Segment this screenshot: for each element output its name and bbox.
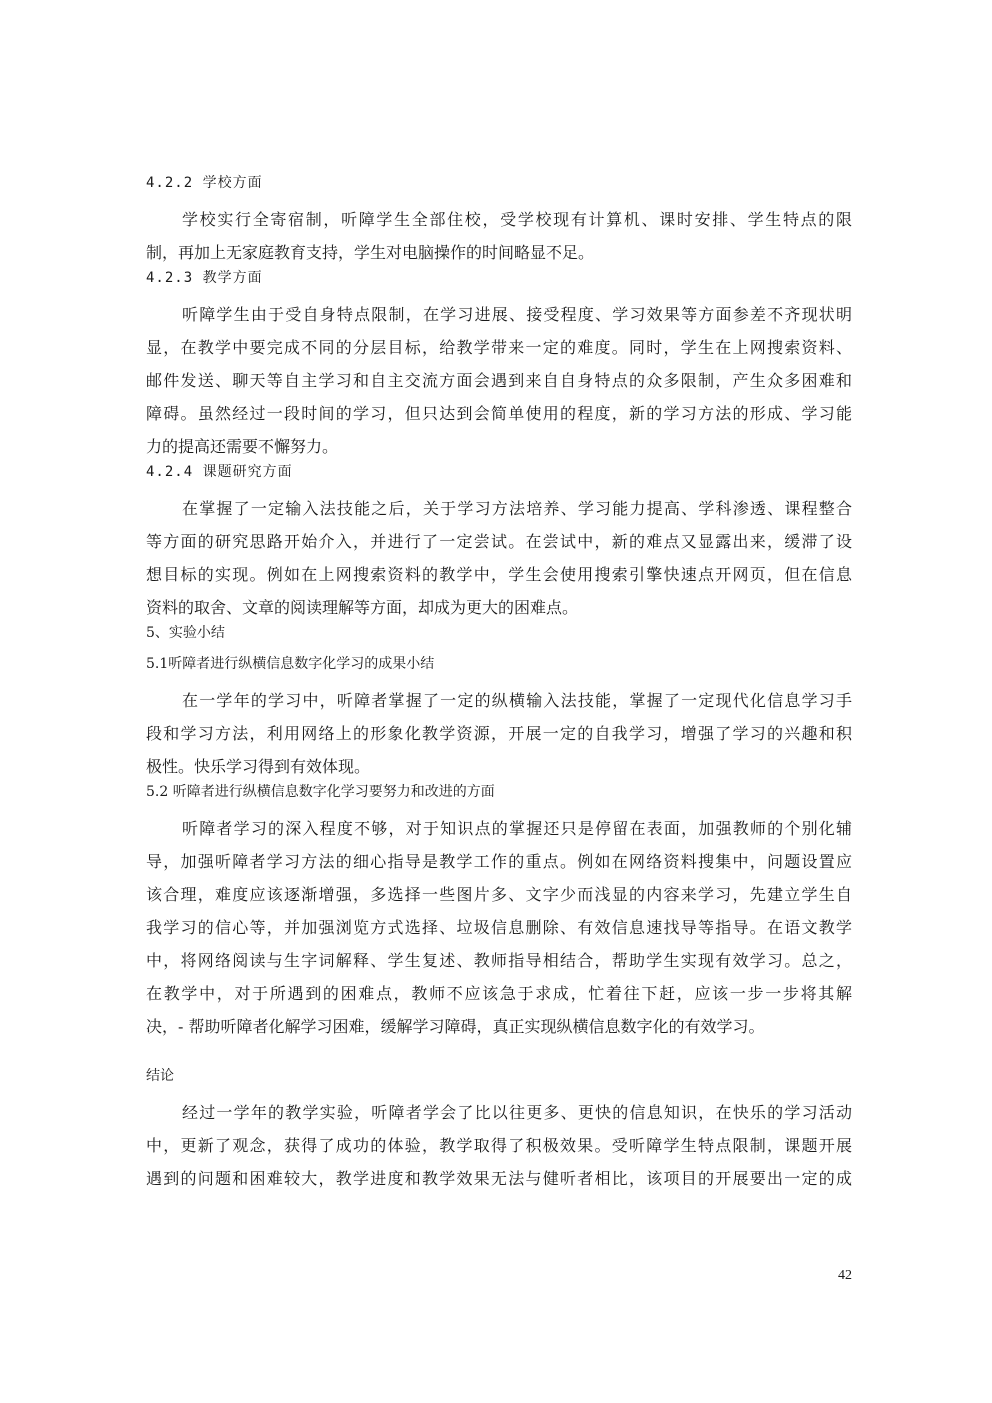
text-line: 邮件发送、聊天等自主学习和自主交流方面会遇到来自自身特点的众多限制，产生众多困难和 — [146, 371, 852, 390]
text-line: 段和学习方法，利用网络上的形象化教学资源，开展一定的自我学习，增强了学习的兴趣和积 — [146, 724, 852, 743]
paragraph-school — [146, 203, 852, 269]
text-line: 在掌握了一定输入法技能之后，关于学习方法培养、学习能力提高、学科渗透、课程整合 — [182, 499, 852, 518]
section-heading-conclusion: 结论 — [146, 1068, 174, 1084]
paragraph-research — [146, 492, 852, 624]
paragraph-conclusion — [146, 1096, 852, 1195]
section-heading-5-1: 5.1听障者进行纵横信息数字化学习的成果小结 — [146, 656, 435, 672]
text-line: 导，加强听障者学习方法的细心指导是教学工作的重点。例如在网络资料搜集中，问题设置应 — [146, 852, 852, 871]
text-line: 资料的取舍、文章的阅读理解等方面，却成为更大的困难点。 — [146, 598, 579, 617]
text-line: 制，再加上无家庭教育支持，学生对电脑操作的时间略显不足。 — [146, 243, 595, 262]
page-number: 42 — [838, 1268, 852, 1283]
text-line: 听障学生由于受自身特点限制，在学习进展、接受程度、学习效果等方面参差不齐现状明 — [182, 305, 852, 324]
paragraph-teaching — [146, 298, 852, 463]
text-line: 显，在教学中要完成不同的分层目标，给教学带来一定的难度。同时，学生在上网搜索资料、 — [146, 338, 852, 357]
text-line: 在教学中，对于所遇到的困难点，教师不应该急于求成，忙着往下赶，应该一步一步将其解 — [146, 984, 852, 1003]
text-line: 在一学年的学习中，听障者掌握了一定的纵横输入法技能，掌握了一定现代化信息学习手 — [182, 691, 852, 710]
section-heading-4-2-4: 4.2.4 课题研究方面 — [146, 464, 293, 480]
section-heading-5: 5、实验小结 — [146, 625, 225, 641]
document-body — [146, 172, 852, 1193]
text-line: 力的提高还需要不懈努力。 — [146, 437, 339, 456]
section-heading-5-2: 5.2 听障者进行纵横信息数字化学习要努力和改进的方面 — [146, 784, 495, 800]
text-line: 想目标的实现。例如在上网搜索资料的教学中，学生会使用搜索引擎快速点开网页，但在信息 — [146, 565, 852, 584]
text-line: 极性。快乐学习得到有效体现。 — [146, 757, 371, 776]
paragraph-improvements — [146, 812, 852, 1043]
section-heading-4-2-3: 4.2.3 教学方面 — [146, 270, 263, 286]
text-line: 中，将网络阅读与生字词解释、学生复述、教师指导相结合，帮助学生实现有效学习。总之， — [146, 951, 852, 970]
text-line: 中，更新了观念，获得了成功的体验，教学取得了积极效果。受听障学生特点限制，课题开展 — [146, 1136, 852, 1155]
text-line: 听障者学习的深入程度不够，对于知识点的掌握还只是停留在表面，加强教师的个别化辅 — [182, 819, 852, 838]
text-line: 该合理，难度应该逐渐增强，多选择一些图片多、文字少而浅显的内容来学习，先建立学生自 — [146, 885, 852, 904]
text-line: 我学习的信心等，并加强浏览方式选择、垃圾信息删除、有效信息速找导等指导。在语文教学 — [146, 918, 852, 937]
section-heading-4-2-2: 4.2.2 学校方面 — [146, 175, 263, 191]
text-line: 决，- 帮助听障者化解学习困难，缓解学习障碍，真正实现纵横信息数字化的有效学习。 — [146, 1017, 765, 1036]
text-line: 等方面的研究思路开始介入，并进行了一定尝试。在尝试中，新的难点又显露出来，缓滞了设 — [146, 532, 852, 551]
text-line: 学校实行全寄宿制，听障学生全部住校，受学校现有计算机、课时安排、学生特点的限 — [182, 210, 852, 229]
spacer — [146, 1041, 852, 1065]
text-line: 经过一学年的教学实验，听障者学会了比以往更多、更快的信息知识，在快乐的学习活动 — [182, 1103, 852, 1122]
text-line: 遇到的问题和困难较大，教学进度和教学效果无法与健听者相比，该项目的开展要出一定的成 — [146, 1169, 852, 1188]
paragraph-results — [146, 684, 852, 783]
text-line: 障碍。虽然经过一段时间的学习，但只达到会简单使用的程度，新的学习方法的形成、学习能 — [146, 404, 852, 423]
